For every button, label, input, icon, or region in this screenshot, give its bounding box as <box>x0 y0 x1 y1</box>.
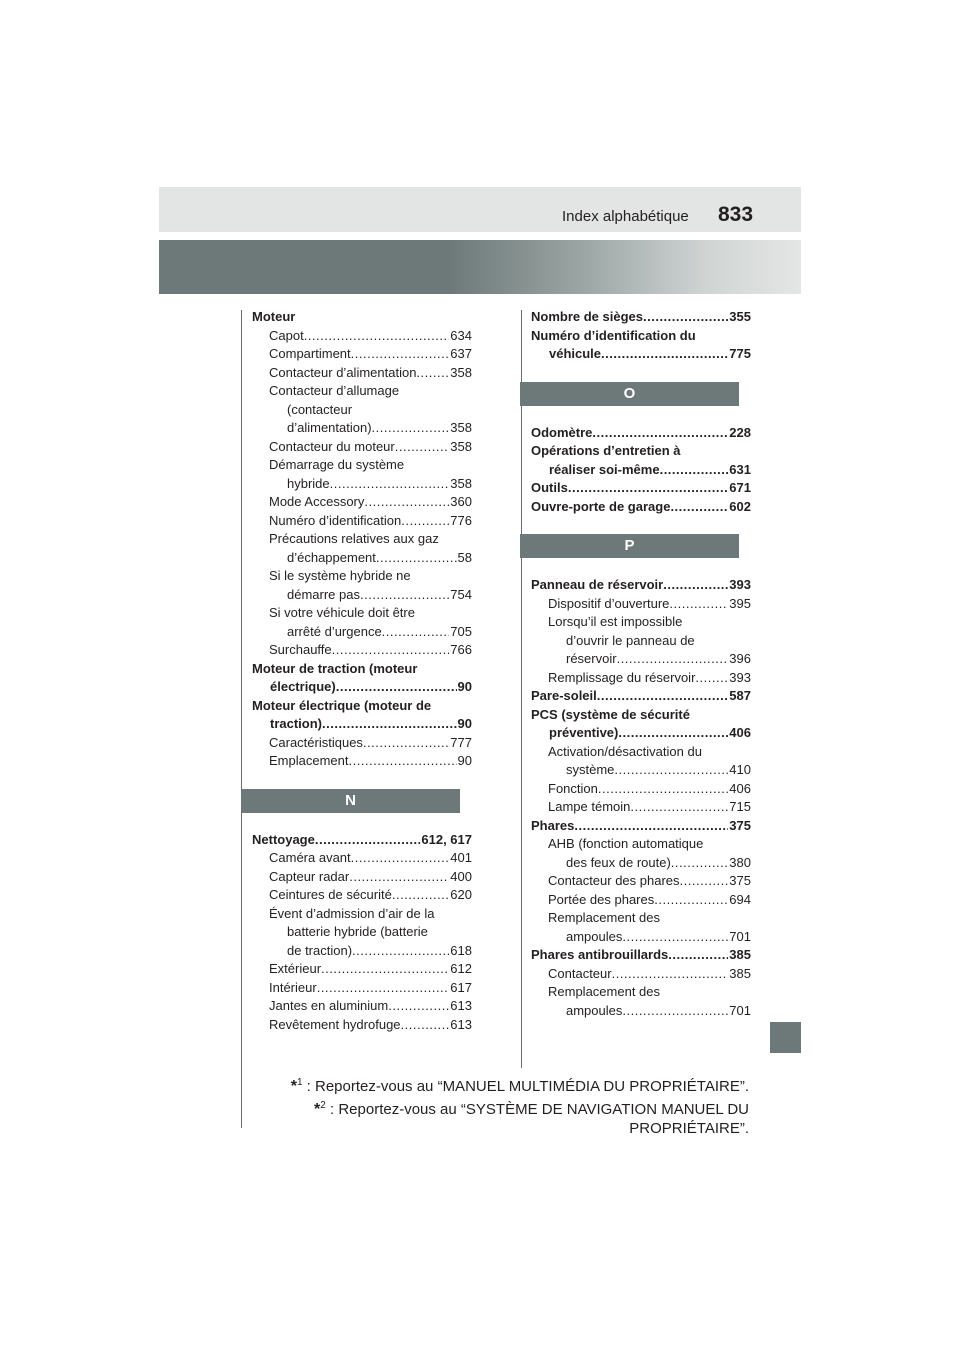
page-reference[interactable]: 358 <box>450 475 472 491</box>
index-entry <box>252 868 472 887</box>
leader-dots <box>392 886 449 905</box>
page-reference[interactable]: 602 <box>729 498 751 514</box>
chapter-side-tab <box>770 1022 801 1053</box>
page-reference[interactable]: 90 <box>457 716 472 731</box>
page-reference[interactable]: 406 <box>729 725 751 740</box>
index-entry <box>252 734 472 753</box>
index-entry <box>531 835 751 872</box>
entry-text: de traction) <box>287 942 353 958</box>
leader-dots <box>669 595 728 614</box>
index-entry <box>531 613 751 669</box>
entry-text: PCS (système de sécurité <box>531 706 690 722</box>
entry-text: Remplacement des <box>548 984 660 999</box>
index-entry <box>252 660 472 697</box>
page-reference[interactable]: 90 <box>457 753 472 768</box>
index-entry <box>252 308 472 327</box>
leader-dots <box>348 752 456 771</box>
index-entry <box>531 595 751 614</box>
index-entry <box>252 456 472 493</box>
page-reference[interactable]: 355 <box>729 309 751 324</box>
entry-text: Moteur <box>252 309 296 324</box>
entry-text: hybride <box>287 475 330 491</box>
index-entry <box>531 498 751 517</box>
page-reference[interactable]: 375 <box>729 873 751 888</box>
page-reference[interactable]: 385 <box>729 965 751 981</box>
index-entry <box>531 442 751 479</box>
entry-text: Évent d’admission d’air de la <box>269 905 435 921</box>
leader-dots <box>663 576 728 595</box>
entry-text: Dispositif d’ouverture <box>548 595 670 611</box>
page-reference[interactable]: 701 <box>729 928 751 944</box>
index-letter-band: O <box>520 382 739 406</box>
index-letter-band: N <box>241 789 460 813</box>
leader-dots <box>660 461 729 480</box>
page-reference[interactable]: 587 <box>729 688 751 703</box>
footnote-mark: * <box>290 1078 297 1095</box>
footnote <box>229 1096 749 1138</box>
leader-dots <box>351 345 450 364</box>
leader-dots <box>670 498 728 517</box>
index-entry <box>252 438 472 457</box>
leader-dots <box>330 475 450 494</box>
leader-dots <box>416 364 449 383</box>
entry-text: Panneau de réservoir <box>531 577 664 592</box>
leader-dots <box>360 586 449 605</box>
chapter-banner <box>159 240 801 294</box>
leader-dots <box>695 669 728 688</box>
entry-text: Activation/désactivation du <box>548 743 702 759</box>
page-reference[interactable]: 671 <box>729 480 751 495</box>
entry-text: Outils <box>531 480 568 495</box>
page-reference[interactable]: 631 <box>729 461 751 477</box>
leader-dots <box>654 891 728 910</box>
left-column-rule <box>241 310 242 1128</box>
index-entry <box>531 891 751 910</box>
leader-dots <box>597 687 729 706</box>
index-entry <box>252 979 472 998</box>
entry-text: Mode Accessory <box>269 494 365 509</box>
page-reference[interactable]: 715 <box>729 799 751 814</box>
header-band <box>159 187 801 232</box>
page-reference[interactable]: 634 <box>450 327 472 343</box>
index-entry <box>252 960 472 979</box>
entry-text: ampoules <box>566 1002 623 1018</box>
entry-text: des feux de route) <box>566 854 671 870</box>
entry-text: véhicule <box>549 346 602 361</box>
footnote-number: 1 <box>296 1077 303 1088</box>
entry-text: Odomètre <box>531 424 593 440</box>
entry-text: Revêtement hydrofuge <box>269 1016 401 1032</box>
leader-dots <box>376 549 457 568</box>
index-column-left <box>252 308 472 1034</box>
entry-text: Fonction <box>548 780 598 796</box>
index-entry <box>531 983 751 1020</box>
page-reference[interactable]: 613 <box>450 1016 472 1032</box>
leader-dots <box>598 780 728 799</box>
page-reference[interactable]: 396 <box>729 651 751 666</box>
leader-dots <box>617 650 729 669</box>
entry-text: Démarrage du système <box>269 457 405 472</box>
entry-text: Nombre de sièges <box>531 309 643 324</box>
page-reference[interactable]: 360 <box>450 494 472 509</box>
index-entry <box>531 743 751 780</box>
entry-text: Surchauffe <box>269 642 332 657</box>
index-entry <box>531 669 751 688</box>
page-reference[interactable]: 393 <box>729 577 751 592</box>
index-entry <box>252 886 472 905</box>
leader-dots <box>304 327 450 346</box>
footnote-text: : Reportez-vous au “MANUEL MULTIMÉDIA DU PROPRIÉTAIRE”. <box>306 1078 749 1095</box>
entry-text: d’échappement <box>287 549 376 565</box>
entry-text: Portée des phares <box>548 891 655 907</box>
index-entry <box>252 831 472 850</box>
entry-text: Contacteur des phares <box>548 873 680 888</box>
leader-dots <box>622 1002 728 1021</box>
leader-dots <box>401 512 449 531</box>
page-reference[interactable]: 401 <box>450 850 472 865</box>
entry-text: Numéro d’identification du <box>531 327 696 343</box>
leader-dots <box>671 854 729 873</box>
index-entry <box>531 576 751 595</box>
index-entry <box>531 327 751 364</box>
entry-text: Remplissage du réservoir <box>548 669 696 685</box>
entry-text: Opérations d’entretien à <box>531 443 681 458</box>
page-reference[interactable]: 395 <box>729 595 751 611</box>
index-entry <box>531 872 751 891</box>
leader-dots <box>601 345 728 364</box>
leader-dots <box>568 479 728 498</box>
entry-text: Moteur électrique (moteur de <box>252 697 432 713</box>
page-reference[interactable]: 637 <box>450 346 472 361</box>
entry-text: Précautions relatives aux gaz <box>269 531 439 546</box>
leader-dots <box>614 761 728 780</box>
footnote-mark: * <box>314 1101 321 1118</box>
entry-text: préventive) <box>549 725 619 740</box>
page-reference[interactable]: 705 <box>450 623 472 639</box>
index-letter-band: P <box>520 534 739 558</box>
page-reference[interactable]: 380 <box>729 854 751 870</box>
index-entry <box>252 493 472 512</box>
entry-text: Phares antibrouillards <box>531 947 669 962</box>
page-reference[interactable]: 358 <box>450 364 472 380</box>
footnote-text: : Reportez-vous au “SYSTÈME DE NAVIGATION MANUEL DU PROPRIÉTAIRE”. <box>330 1101 749 1137</box>
index-entry <box>252 567 472 604</box>
leader-dots <box>592 424 728 443</box>
entry-text: Si le système hybride ne <box>269 568 411 583</box>
leader-dots <box>372 419 450 438</box>
index-entry <box>252 604 472 641</box>
page-reference[interactable]: 613 <box>450 998 472 1013</box>
leader-dots <box>618 724 728 743</box>
page-reference[interactable]: 358 <box>450 420 472 435</box>
leader-dots <box>574 817 728 836</box>
entry-text: arrêté d’urgence <box>287 623 382 639</box>
index-entry <box>531 687 751 706</box>
entry-text: Capot <box>269 327 304 343</box>
entry-text: Si votre véhicule doit être <box>269 605 415 620</box>
index-entry <box>252 697 472 734</box>
index-entry <box>252 364 472 383</box>
leader-dots <box>612 965 729 984</box>
index-entry <box>531 479 751 498</box>
leader-dots <box>680 872 729 891</box>
page-reference[interactable]: 393 <box>729 669 751 685</box>
index-entry <box>252 512 472 531</box>
leader-dots <box>363 734 449 753</box>
entry-text: Ceintures de sécurité <box>269 887 392 902</box>
entry-text: Numéro d’identification <box>269 512 402 528</box>
page-reference[interactable]: 775 <box>729 346 751 361</box>
page-reference[interactable]: 694 <box>729 891 751 907</box>
entry-text: Caractéristiques <box>269 734 363 750</box>
entry-text: réaliser soi-même <box>549 461 660 477</box>
leader-dots <box>401 1016 450 1035</box>
leader-dots <box>395 438 450 457</box>
entry-text: Jantes en aluminium <box>269 998 389 1013</box>
leader-dots <box>349 868 449 887</box>
index-entry <box>252 849 472 868</box>
entry-text: Remplacement des <box>548 910 660 925</box>
entry-text: réservoir <box>566 651 617 666</box>
leader-dots <box>382 623 450 642</box>
entry-text: Extérieur <box>269 961 322 976</box>
entry-text: Capteur radar <box>269 868 350 884</box>
page-reference[interactable]: 620 <box>450 887 472 902</box>
entry-text: système <box>566 762 615 777</box>
index-entry <box>531 424 751 443</box>
page-reference[interactable]: 228 <box>729 424 751 440</box>
index-entry <box>252 997 472 1016</box>
page-reference[interactable]: 375 <box>729 817 751 833</box>
entry-text: d’alimentation) <box>287 420 372 435</box>
page-reference[interactable]: 612 <box>450 961 472 976</box>
index-entry <box>252 345 472 364</box>
leader-dots <box>315 831 421 850</box>
page-reference[interactable]: 90 <box>457 679 472 694</box>
entry-text: d’ouvrir le panneau de <box>566 632 695 648</box>
page-reference[interactable]: 385 <box>729 947 751 962</box>
entry-text: Contacteur <box>548 965 612 981</box>
index-entry <box>252 1016 472 1035</box>
leader-dots <box>336 678 457 697</box>
page-number: 833 <box>718 203 754 226</box>
index-entry <box>252 327 472 346</box>
entry-text: (contacteur <box>287 401 353 417</box>
index-entry <box>531 780 751 799</box>
footnote <box>229 1073 749 1096</box>
index-entry <box>531 946 751 965</box>
entry-text: Intérieur <box>269 979 317 995</box>
leader-dots <box>630 798 728 817</box>
page-reference[interactable]: 618 <box>450 942 472 958</box>
entry-text: Contacteur d’allumage <box>269 383 400 398</box>
entry-text: Contacteur d’alimentation <box>269 364 417 380</box>
index-entry <box>531 817 751 836</box>
page-reference[interactable]: 400 <box>450 868 472 884</box>
page-reference[interactable]: 701 <box>729 1002 751 1018</box>
entry-text: Emplacement <box>269 753 349 768</box>
entry-text: électrique) <box>270 679 336 694</box>
entry-text: Nettoyage <box>252 831 315 847</box>
index-entry <box>252 905 472 961</box>
entry-text: traction) <box>270 716 322 731</box>
leader-dots <box>322 715 457 734</box>
page-reference[interactable]: 617 <box>450 979 472 995</box>
entry-text: Compartiment <box>269 346 351 361</box>
index-entry <box>252 382 472 438</box>
entry-text: démarre pas <box>287 586 360 602</box>
entry-text: Caméra avant <box>269 850 351 865</box>
leader-dots <box>643 308 728 327</box>
index-entry <box>252 641 472 660</box>
index-entry <box>531 798 751 817</box>
page-reference[interactable]: 754 <box>450 586 472 602</box>
entry-text: Phares <box>531 817 575 833</box>
page-reference[interactable]: 612, 617 <box>421 831 472 847</box>
leader-dots <box>321 960 449 979</box>
page-reference[interactable]: 776 <box>450 512 472 528</box>
footnote-number: 2 <box>320 1100 326 1111</box>
leader-dots <box>668 946 728 965</box>
index-entry <box>252 530 472 567</box>
middle-column-rule <box>521 310 522 1068</box>
page-reference[interactable]: 58 <box>457 549 472 565</box>
leader-dots <box>622 928 728 947</box>
entry-text: Lampe témoin <box>548 799 631 814</box>
entry-text: Moteur de traction (moteur <box>252 660 418 676</box>
page-reference[interactable]: 410 <box>729 762 751 777</box>
entry-text: Pare-soleil <box>531 688 597 703</box>
leader-dots <box>352 942 449 961</box>
index-entry <box>252 752 472 771</box>
index-entry <box>531 706 751 743</box>
section-title: Index alphabétique <box>562 208 689 225</box>
page-reference[interactable]: 766 <box>450 642 472 657</box>
entry-text: Lorsqu’il est impossible <box>548 614 683 629</box>
entry-text: ampoules <box>566 928 623 944</box>
index-entry <box>531 909 751 946</box>
leader-dots <box>388 997 449 1016</box>
leader-dots <box>364 493 449 512</box>
index-column-right <box>531 308 751 1020</box>
entry-text: Contacteur du moteur <box>269 438 395 454</box>
index-entry <box>531 965 751 984</box>
entry-text: batterie hybride (batterie <box>287 924 428 939</box>
entry-text: AHB (fonction automatique <box>548 836 704 851</box>
entry-text: Ouvre-porte de garage <box>531 498 671 514</box>
page-reference[interactable]: 358 <box>450 438 472 454</box>
leader-dots <box>317 979 450 998</box>
page-reference[interactable]: 777 <box>450 734 472 750</box>
index-entry <box>531 308 751 327</box>
leader-dots <box>332 641 450 660</box>
page-reference[interactable]: 406 <box>729 780 751 796</box>
footnotes <box>229 1073 749 1138</box>
leader-dots <box>351 849 450 868</box>
